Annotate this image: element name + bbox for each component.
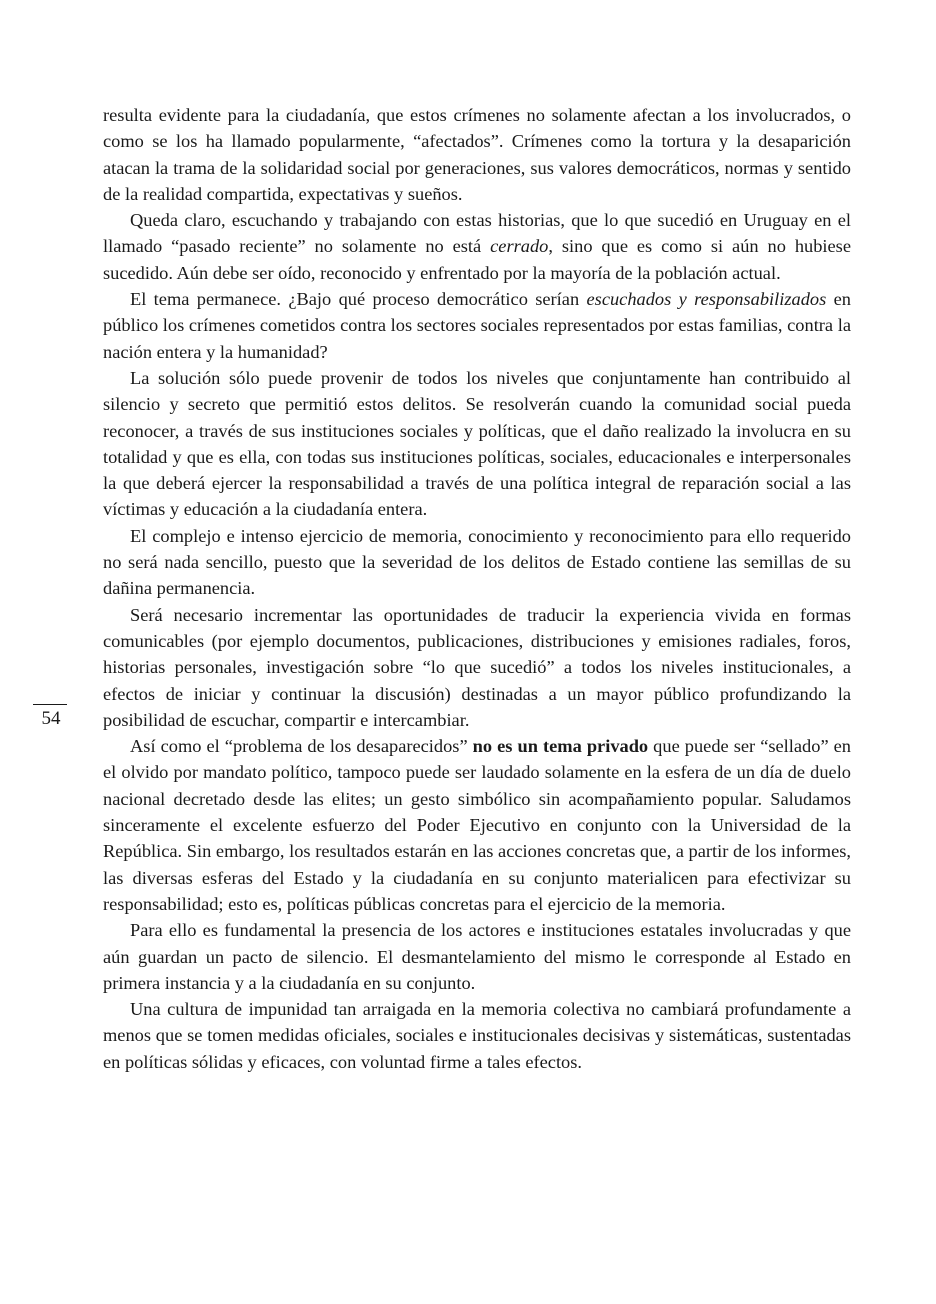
page-number-rule [33, 704, 67, 705]
paragraph-1: resulta evidente para la ciudadanía, que estos crímenes no solamente afectan a los involucrados, o como se los ha llamado popularmente, “afectados”. Crímenes como la tortura y la desaparición atacan la trama de la solidaridad social por generaciones, sus valores democráticos, normas y sentido de la realidad compartida, expectativas y sueños. [103, 105, 851, 204]
paragraph-7 [103, 733, 851, 917]
paragraph-3 [103, 286, 851, 365]
paragraph-2-text-before: Queda claro, escuchando y trabajando con estas historias, que lo que sucedió en Uruguay en el llamado “pasado reciente” no solamente no está [103, 210, 851, 257]
paragraph-5: El complejo e intenso ejercicio de memoria, conocimiento y reconocimiento para ello requerido no será nada sencillo, puesto que la severidad de los delitos de Estado contiene las semillas de su dañina permanencia. [103, 525, 851, 599]
paragraph-3-text-before: El tema permanece. ¿Bajo qué proceso democrático serían [130, 289, 587, 310]
paragraph-2-text-after: , sino que es como si aún no hubiese sucedido. Aún debe ser oído, reconocido y enfrentado por la mayoría de la población actual. [103, 236, 851, 283]
paragraph-3-text-after: en público los crímenes cometidos contra los sectores sociales representados por estas familias, contra la nación entera y la humanidad? [103, 289, 851, 362]
page-number-block [33, 704, 69, 730]
paragraph-6: Será necesario incrementar las oportunidades de traducir la experiencia vivida en formas comunicables (por ejemplo documentos, publicaciones, distribuciones y emisiones radiales, foros, historias personales, investigación sobre “lo que sucedió” a todos los niveles institucionales, a efectos de iniciar y continuar la discusión) destinadas a un mayor público profundizando la posibilidad de escuchar, compartir e intercambiar. [103, 604, 851, 730]
paragraph-7-text-before: Así como el “problema de los desaparecidos” [130, 736, 473, 757]
paragraph-2 [103, 207, 851, 286]
paragraph-7-text-after: que puede ser “sellado” en el olvido por mandato político, tampoco puede ser laudado solamente en la esfera de un día de duelo nacional decretado desde las elites; un gesto simbólico sin acompañamiento popular. Saludamos sinceramente el excelente esfuerzo del Poder Ejecutivo en conjunto con la Universidad de la República. Sin embargo, los resultados estarán en las acciones concretas que, a partir de los informes, las diversas esferas del Estado y la ciudadanía en su conjunto materialicen para efectivizar su responsabilidad; esto es, políticas públicas concretas para el ejercicio de la memoria. [103, 736, 851, 914]
paragraph-9: Una cultura de impunidad tan arraigada en la memoria colectiva no cambiará profundamente a menos que se tomen medidas oficiales, sociales e institucionales decisivas y sistemáticas, sustentadas en políticas sólidas y eficaces, con voluntad firme a tales efectos. [103, 999, 851, 1072]
paragraph-8: Para ello es fundamental la presencia de los actores e instituciones estatales involucradas y que aún guardan un pacto de silencio. El desmantelamiento del mismo le corresponde al Estado en primera instancia y a la ciudadanía en su conjunto. [103, 920, 851, 993]
paragraph-4: La solución sólo puede provenir de todos los niveles que conjuntamente han contribuido al silencio y secreto que permitió estos delitos. Se resolverán cuando la comunidad social pueda reconocer, a través de sus instituciones sociales y políticas, que el daño realizado la involucra en su totalidad y que es ella, con todas sus instituciones políticas, sociales, educacionales e interpersonales la que deberá ejercer la responsabilidad a través de una política integral de reparación social a las víctimas y educación a la ciudadanía entera. [103, 367, 851, 520]
body-text [103, 102, 851, 1075]
paragraph-7-bold-phrase: no es un tema privado [472, 736, 649, 757]
paragraph-2-italic-cerrado: cerrado [490, 236, 549, 257]
paragraph-3-italic-phrase: escuchados y responsabilizados [586, 289, 827, 310]
page-number: 54 [41, 708, 61, 729]
